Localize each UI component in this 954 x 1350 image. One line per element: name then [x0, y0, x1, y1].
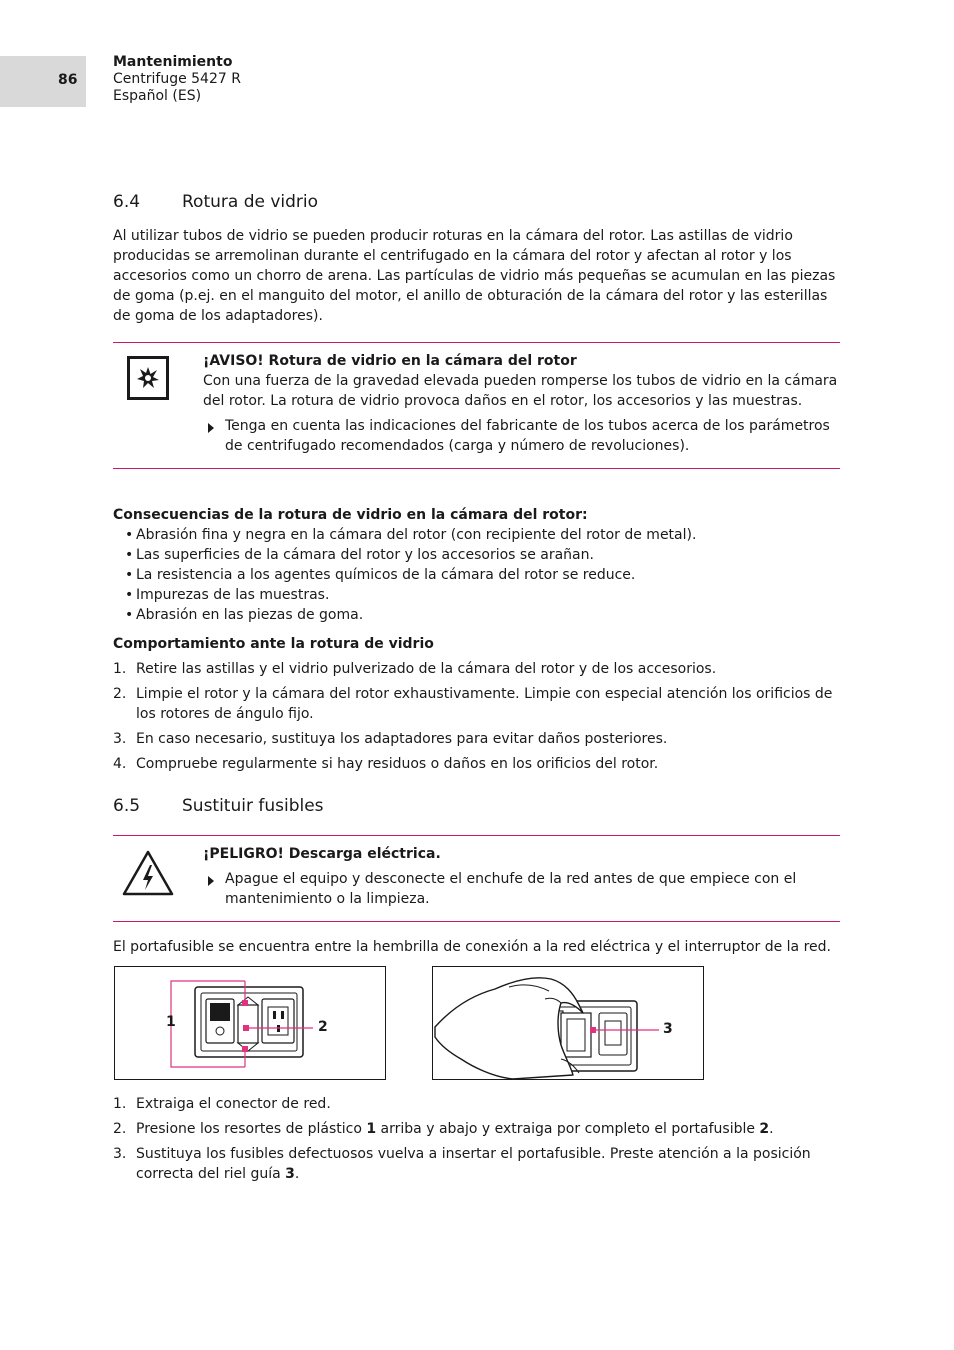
- section-6-5-title: Sustituir fusibles: [182, 796, 324, 816]
- figure-label-2: 2: [318, 1019, 328, 1035]
- behavior-heading: Comportamiento ante la rotura de vidrio: [113, 636, 434, 652]
- electric-shock-warning-icon: [122, 850, 174, 896]
- danger-action: Apague el equipo y desconecte el enchufe de la red antes de que empiece con el mantenimiento o la limpieza.: [203, 869, 843, 909]
- figure-label-1: 1: [166, 1014, 176, 1030]
- glass-breakage-icon: [127, 356, 169, 400]
- header-product: Centrifuge 5427 R: [113, 71, 241, 87]
- page-number: 86: [58, 72, 78, 88]
- notice-title: ¡AVISO! Rotura de vidrio en la cámara del rotor: [203, 353, 577, 369]
- header-section: Mantenimiento: [113, 54, 233, 70]
- section-6-5-number: 6.5: [113, 796, 141, 816]
- consequences-list: • Abrasión fina y negra en la cámara del rotor (con recipiente del rotor de metal). • Las superficies de la cámara del rotor y los accesorios se arañan. • La resistencia a los agentes químicos de la cámara del rotor se reduce. • Impurezas de las muestras. • Abrasión en las piezas de goma.: [125, 527, 697, 623]
- fuse-holder-figure-1: [114, 966, 386, 1080]
- danger-bottom-rule: [113, 921, 840, 922]
- section-6-4-number: 6.4: [113, 192, 141, 212]
- action-arrow-icon: [208, 876, 214, 886]
- section-6-4-intro: Al utilizar tubos de vidrio se pueden producir roturas en la cámara del rotor. Las astillas de vidrio producidas se arremolinan durante el centrifugado en la cámara del rotor y afectan al rotor y los accesorios como un chorro de arena. Las partículas de vidrio más pequeñas se acumulan en las piezas de goma (p.ej. en el manguito del motor, el anillo de obturación de la cámara del rotor y las esterillas de goma de los adaptadores).: [113, 228, 836, 324]
- consequences-heading: Consecuencias de la rotura de vidrio en la cámara del rotor:: [113, 507, 588, 523]
- section-6-4-title: Rotura de vidrio: [182, 192, 319, 212]
- notice-top-rule: [113, 342, 840, 343]
- figure-label-3: 3: [663, 1021, 673, 1037]
- danger-top-rule: [113, 835, 840, 836]
- danger-title: ¡PELIGRO! Descarga eléctrica.: [203, 846, 441, 862]
- notice-action: Tenga en cuenta las indicaciones del fabricante de los tubos acerca de los parámetros de centrifugado recomendados (carga y número de revoluciones).: [203, 416, 843, 456]
- notice-bottom-rule: [113, 468, 840, 469]
- section-6-5-intro: El portafusible se encuentra entre la hembrilla de conexión a la red eléctrica y el interruptor de la red.: [113, 939, 831, 955]
- behavior-steps: 1. Retire las astillas y el vidrio pulverizado de la cámara del rotor y de los accesorios. 2. Limpie el rotor y la cámara del rotor exhaustivamente. Limpie con especial atención los orificios de los rotores de ángulo fijo. 3. En caso necesario, sustituya los adaptadores para evitar daños posteriores. 4. Compruebe regularmente si hay residuos o daños en los orificios del rotor.: [113, 661, 833, 772]
- header-language: Español (ES): [113, 88, 202, 104]
- fuse-steps: 1. Extraiga el conector de red. 2. Presione los resortes de plástico 1 arriba y abajo y extraiga por completo el portafusible 2. 3. Sustituya los fusibles defectuosos vuelva a insertar el portafusible. Preste atención a la posición correcta del riel guía 3.: [113, 1096, 811, 1182]
- notice-text: Con una fuerza de la gravedad elevada pueden romperse los tubos de vidrio en la cámara del rotor. La rotura de vidrio provoca daños en el rotor, los accesorios y las muestras.: [203, 373, 838, 409]
- action-arrow-icon: [208, 423, 214, 433]
- fuse-holder-figure-2: [432, 966, 704, 1080]
